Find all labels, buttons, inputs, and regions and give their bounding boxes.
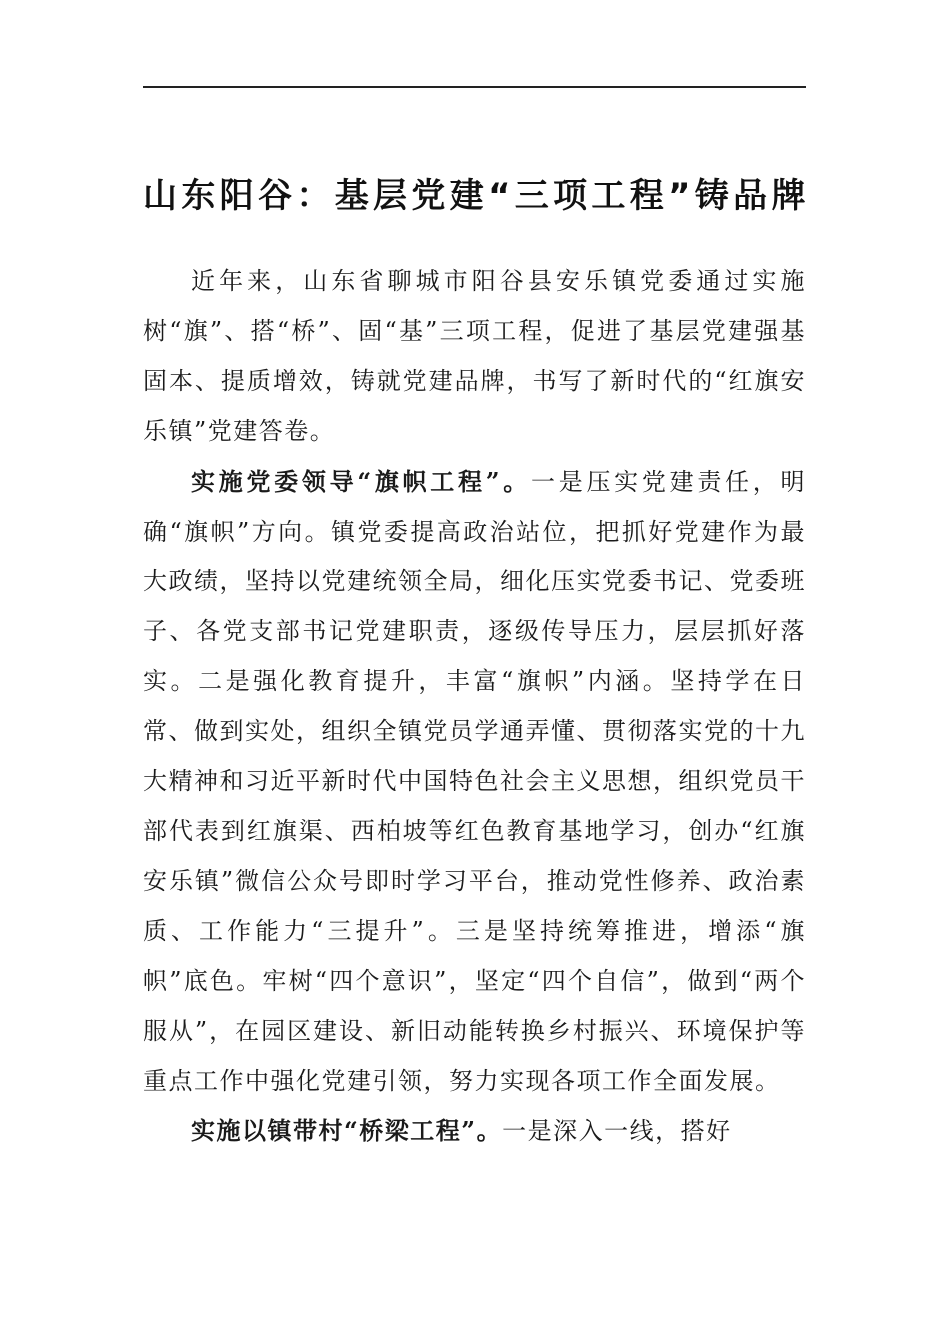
- paragraph-text: 一是压实党建责任，明确“旗帜”方向。镇党委提高政治站位，把抓好党建作为最大政绩，坚持以党建统领全局，细化压实党委书记、党委班子、各党支部书记党建职责，逐级传导压力，层层抓好落实。二是强化教育提升，丰富“旗帜”内涵。坚持学在日常、做到实处，组织全镇党员学通弄懂、贯彻落实党的十九大精神和习近平新时代中国特色社会主义思想，组织党员干部代表到红旗渠、西柏坡等红色教育基地学习，创办“红旗安乐镇”微信公众号即时学习平台，推动党性修养、政治素质、工作能力“三提升”。三是坚持统筹推进，增添“旗帜”底色。牢树“四个意识”，坚定“四个自信”，做到“两个服从”，在园区建设、新旧动能转换乡村振兴、环境保护等重点工作中强化党建引领，努力实现各项工作全面发展。: [143, 467, 807, 1095]
- paragraph-text: 近年来，山东省聊城市阳谷县安乐镇党委通过实施树“旗”、搭“桥”、固“基”三项工程，促进了基层党建强基固本、提质增效，铸就党建品牌，书写了新时代的“红旗安乐镇”党建答卷。: [143, 267, 806, 445]
- page-title: 山东阳谷：基层党建“三项工程”铸品牌: [143, 176, 806, 216]
- paragraph-text: 一是深入一线，搭好: [502, 1117, 732, 1146]
- paragraph-flag-project: [143, 457, 806, 1107]
- paragraph-bridge-project: [143, 1106, 806, 1157]
- paragraph-lead: 实施党委领导“旗帜工程”。: [191, 466, 531, 496]
- paragraph-lead: 实施以镇带村“桥梁工程”。: [191, 1116, 503, 1146]
- article-body: [143, 256, 806, 1157]
- header-rule: [143, 86, 806, 88]
- paragraph-intro: [143, 256, 806, 457]
